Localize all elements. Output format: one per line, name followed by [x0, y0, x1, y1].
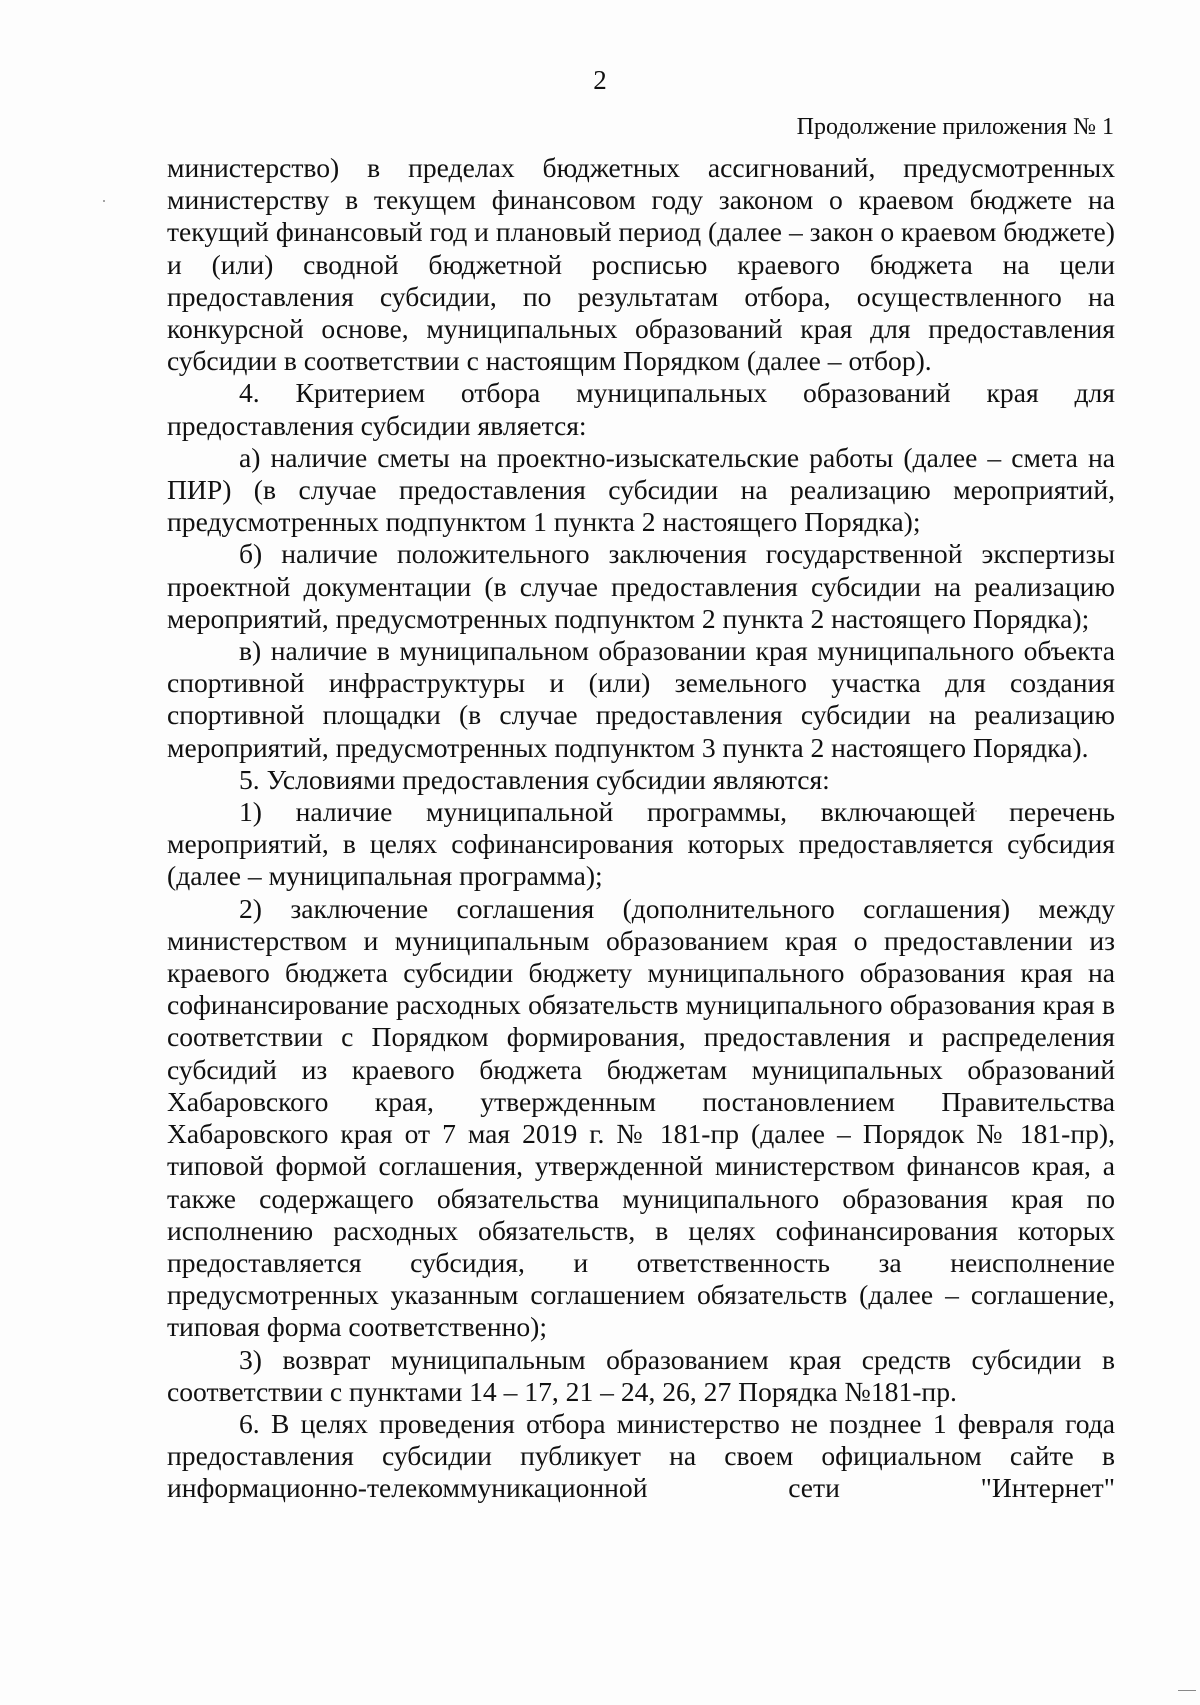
- scan-artifact-line: [1178, 1690, 1196, 1691]
- paragraph-item-4a: а) наличие сметы на проектно-изыскательские работы (далее – смета на ПИР) (в случае предоставления субсидии на реализацию мероприятий, предусмотренных подпунктом 1 пункта 2 настоящего Порядка);: [167, 441, 1115, 538]
- paragraph-item-4b: б) наличие положительного заключения государственной экспертизы проектной документации (в случае предоставления субсидии на реализацию мероприятий, предусмотренных подпунктом 2 пункта 2 настоящего Порядка);: [167, 538, 1115, 634]
- paragraph-item-5-3: 3) возврат муниципальным образованием края средств субсидии в соответствии с пунктами 14 – 17, 21 – 24, 26, 27 Порядка №181-пр.: [167, 1343, 1115, 1407]
- paragraph-item-4c: в) наличие в муниципальном образовании края муниципального объекта спортивной инфраструктуры и (или) земельного участка для создания спортивной площадки (в случае предоставления субсидии на реализацию мероприятий, предусмотренных подпунктом 3 пункта 2 настоящего Порядка).: [167, 635, 1115, 763]
- paragraph-item-4: 4. Критерием отбора муниципальных образований края для предоставления субсидии является:: [167, 377, 1115, 441]
- page-number: 2: [593, 65, 607, 95]
- paragraph-item-5: 5. Условиями предоставления субсидии являются:: [239, 763, 830, 795]
- paragraph-continuation: министерство) в пределах бюджетных ассигнований, предусмотренных министерству в текущем финансовом году законом о краевом бюджете на текущий финансовый год и плановый период (далее – закон о краевом бюджете) и (или) сводной бюджетной росписью краевого бюджета на цели предоставления субсидии, по результатам отбора, осуществленного на конкурсной основе, муниципальных образований края для предоставления субсидии в соответствии с настоящим Порядком (далее – отбор).: [167, 152, 1115, 377]
- document-body: [167, 152, 1115, 1505]
- paragraph-item-5-1: 1) наличие муниципальной программы, включающей перечень мероприятий, в целях софинансирования которых предоставляется субсидия (далее – муниципальная программа);: [167, 796, 1115, 892]
- paragraph-item-5-2: 2) заключение соглашения (дополнительного соглашения) между министерством и муниципальным образованием края о предоставлении из краевого бюджета субсидии бюджету муниципального образования края на софинансирование расходных обязательств муниципального образования края в соответствии с Порядком формирования, предоставления и распределения субсидий из краевого бюджета бюджетам муниципальных образований Хабаровского края, утвержденным постановлением Правительства Хабаровского края от 7 мая 2019 г. № 181-пр (далее – Порядок № 181-пр), типовой формой соглашения, утвержденной министерством финансов края, а также содержащего обязательства муниципального образования края по исполнению расходных обязательств, в целях софинансирования которых предоставляется субсидия, и ответственность за неисполнение предусмотренных указанным соглашением обязательств (далее – соглашение, типовая форма соответственно);: [167, 892, 1115, 1343]
- paragraph-item-6: 6. В целях проведения отбора министерство не позднее 1 февраля года предоставления субсидии публикует на своем официальном сайте в информационно-телекоммуникационной сети "Интернет": [167, 1407, 1115, 1504]
- running-header: Продолжение приложения № 1: [796, 114, 1114, 140]
- scan-artifact-dot: [103, 200, 105, 202]
